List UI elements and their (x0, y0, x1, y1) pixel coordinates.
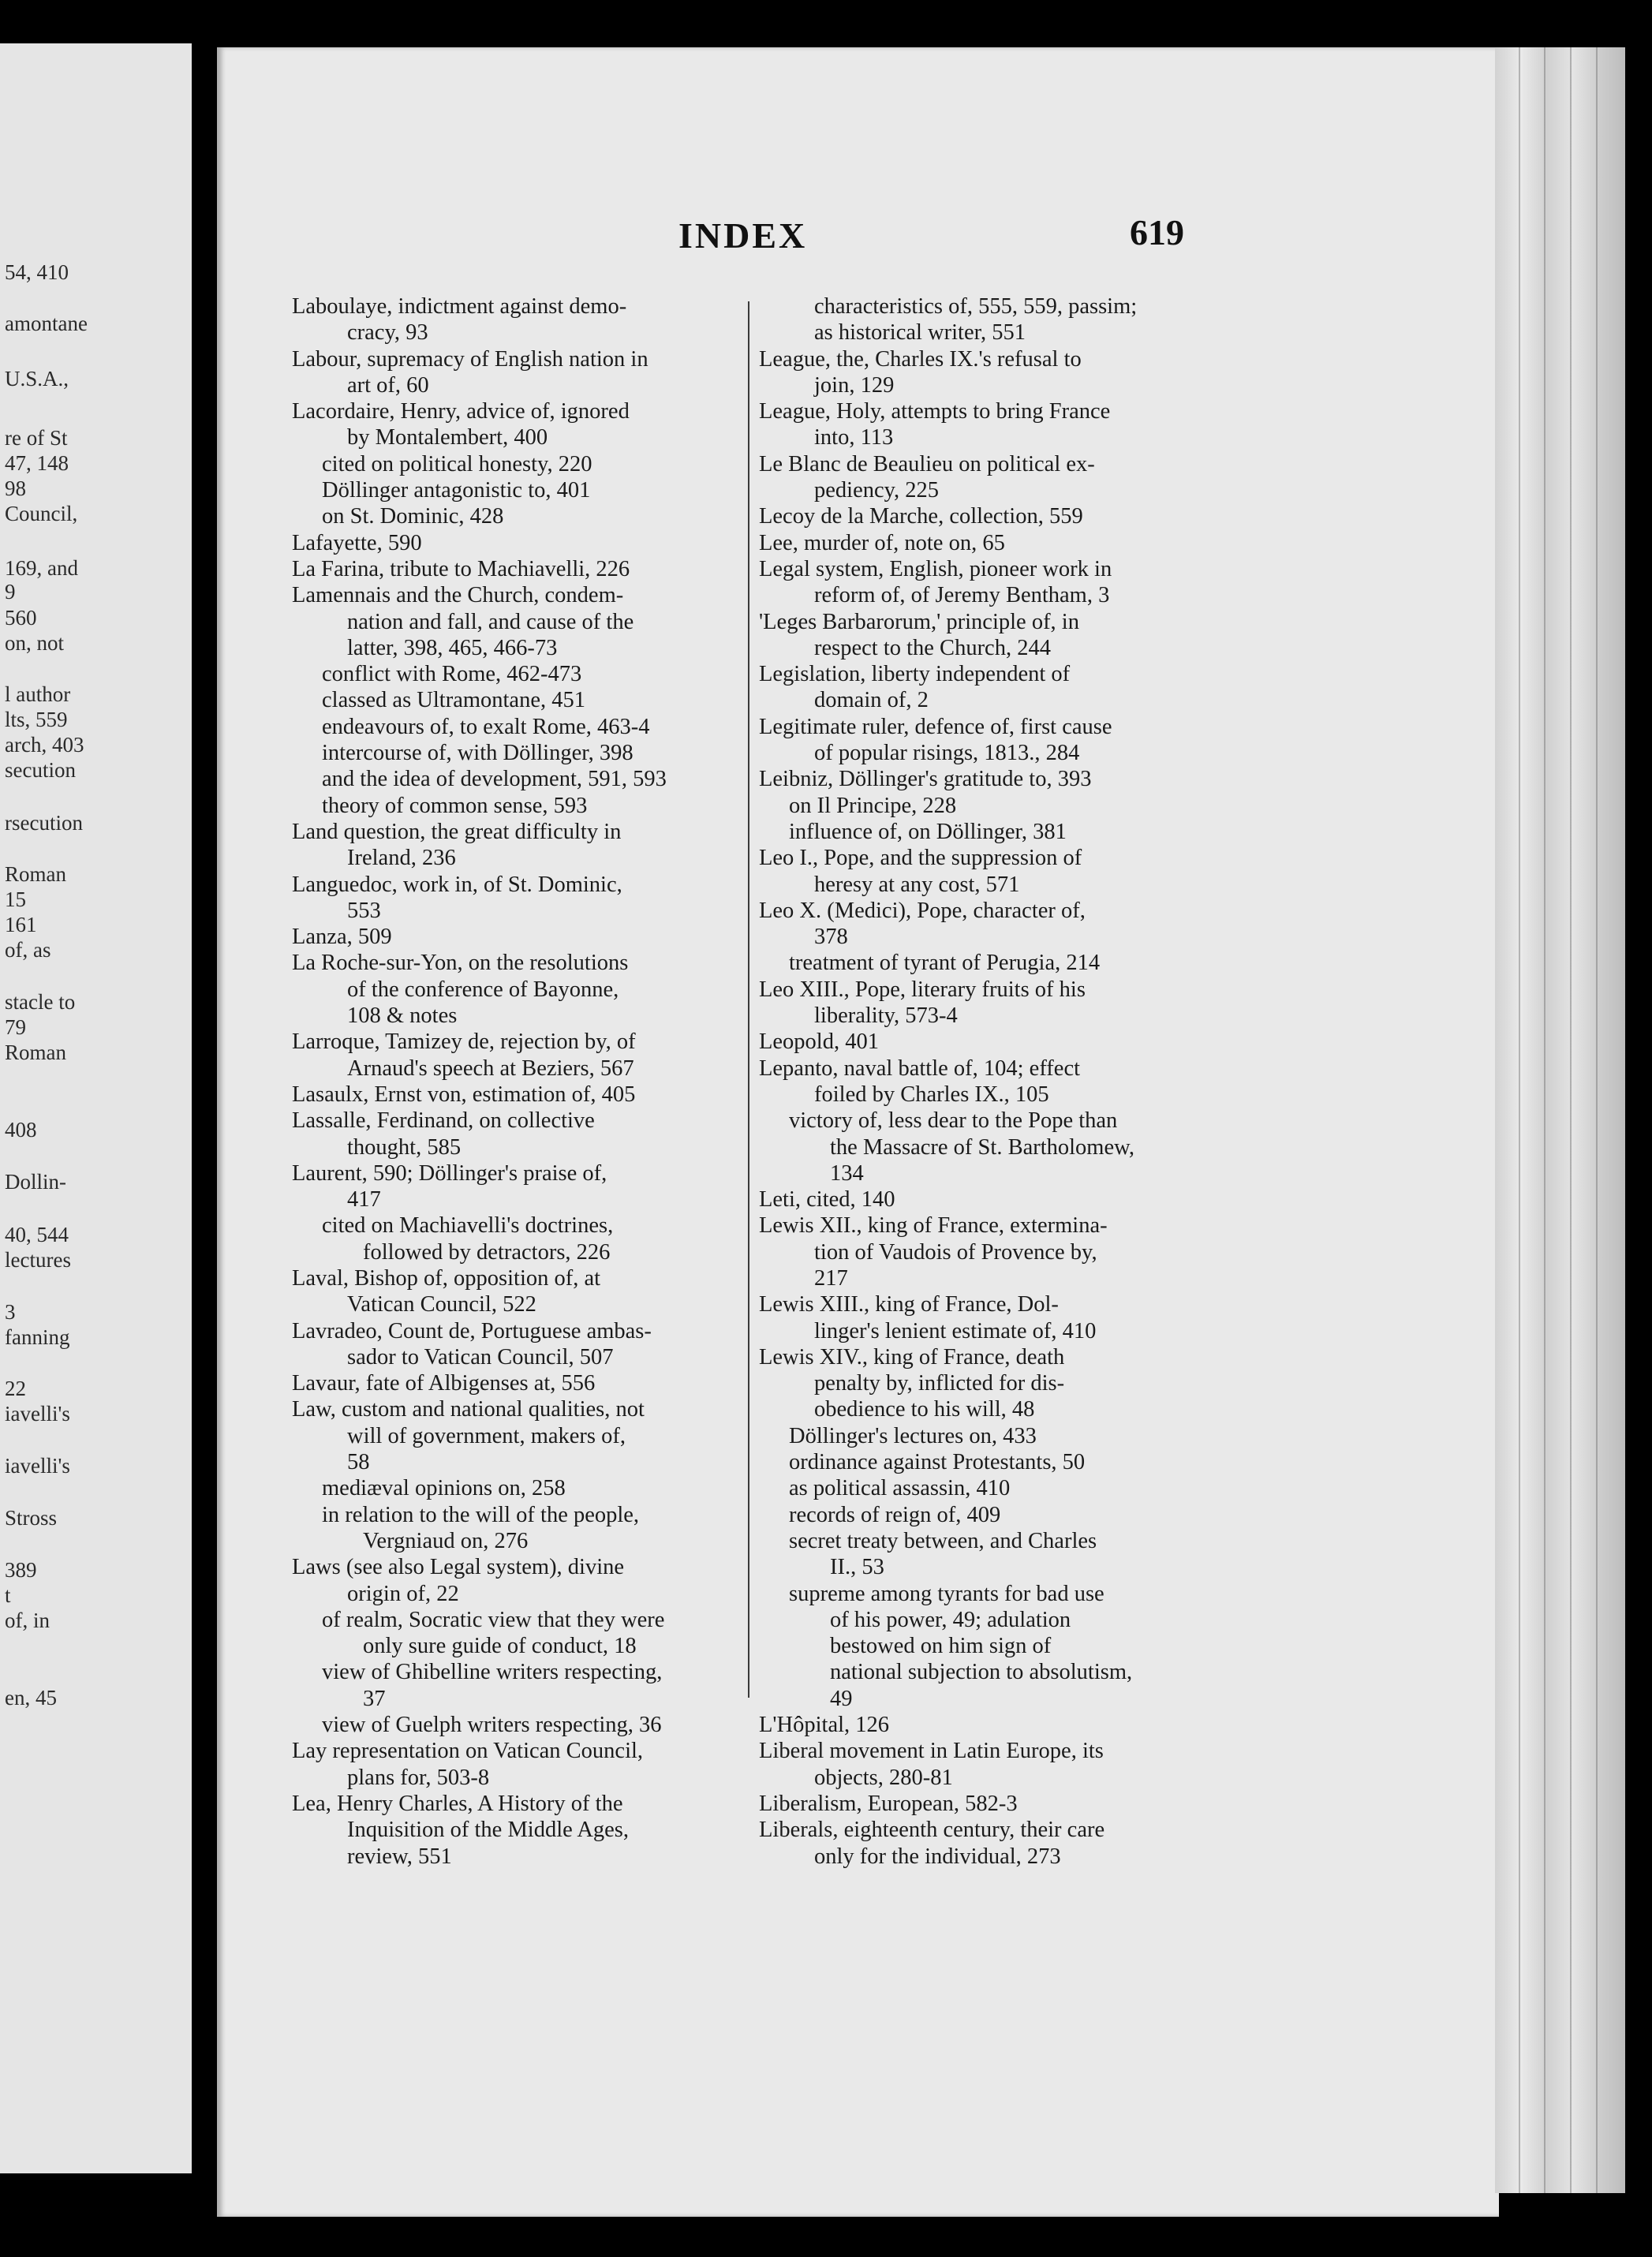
facing-page-text: 15 (5, 887, 26, 911)
index-subentry: bestowed on him sign of (830, 1634, 1052, 1659)
facing-page-text: 3 (5, 1300, 16, 1324)
index-subentry: 49 (830, 1686, 853, 1711)
facing-page-text: Roman (5, 1041, 66, 1064)
index-subentry: Vergniaud on, 276 (363, 1528, 529, 1553)
facing-page-text: 22 (5, 1377, 26, 1400)
index-subentry: cracy, 93 (347, 320, 428, 346)
index-entry: Lavaur, fate of Albigenses at, 556 (292, 1371, 596, 1396)
index-subentry: II., 53 (830, 1555, 884, 1580)
facing-page-text: U.S.A., (5, 367, 69, 390)
facing-page-text: 560 (5, 606, 37, 630)
page-edge (1495, 47, 1625, 2193)
column-rule (748, 301, 749, 1698)
index-entry: League, Holy, attempts to bring France (759, 399, 1111, 424)
index-subentry: on St. Dominic, 428 (322, 504, 504, 529)
index-subentry: only sure guide of conduct, 18 (363, 1634, 637, 1659)
index-entry: Lafayette, 590 (292, 530, 422, 555)
index-subentry: 553 (347, 898, 381, 923)
index-entry: 'Leges Barbarorum,' principle of, in (759, 609, 1079, 634)
facing-page-text: rsecution (5, 811, 83, 835)
index-entry: Leo I., Pope, and the suppression of (759, 846, 1082, 871)
index-entry: Larroque, Tamizey de, rejection by, of (292, 1029, 636, 1055)
index-entry: Laval, Bishop of, opposition of, at (292, 1265, 601, 1291)
facing-page-text: of, as (5, 938, 51, 962)
index-subentry: Arnaud's speech at Beziers, 567 (347, 1056, 634, 1081)
index-entry: Legislation, liberty independent of (759, 662, 1071, 687)
index-subentry: of the conference of Bayonne, (347, 977, 619, 1002)
facing-page-text: fanning (5, 1325, 70, 1349)
index-subentry: by Montalembert, 400 (347, 425, 548, 450)
index-subentry: Ireland, 236 (347, 846, 456, 871)
index-subentry: conflict with Rome, 462-473 (322, 662, 582, 687)
facing-page-text: on, not (5, 631, 65, 655)
index-subentry: 134 (830, 1160, 864, 1186)
index-subentry: supreme among tyrants for bad use (789, 1581, 1104, 1606)
page-number: 619 (1130, 212, 1184, 252)
index-subentry: characteristics of, 555, 559, passim; (814, 294, 1138, 319)
facing-page-text: l author (5, 682, 71, 706)
index-entry: Le Blanc de Beaulieu on political ex- (759, 451, 1095, 476)
index-entry: Lee, murder of, note on, 65 (759, 530, 1005, 555)
facing-page-text: Roman (5, 862, 66, 886)
running-title: INDEX (678, 215, 808, 256)
facing-page-text: 98 (5, 476, 26, 500)
index-entry: Lasaulx, Ernst von, estimation of, 405 (292, 1082, 636, 1107)
index-entry: Law, custom and national qualities, not (292, 1397, 645, 1422)
index-subentry: and the idea of development, 591, 593 (322, 767, 667, 792)
index-entry: Laurent, 590; Döllinger's praise of, (292, 1160, 607, 1186)
index-subentry: Döllinger's lectures on, 433 (789, 1423, 1037, 1448)
index-subentry: thought, 585 (347, 1134, 462, 1160)
index-subentry: 58 (347, 1450, 370, 1475)
index-column-right (759, 293, 1205, 1870)
index-subentry: influence of, on Döllinger, 381 (789, 819, 1067, 844)
index-entry: Liberals, eighteenth century, their care (759, 1818, 1105, 1843)
index-subentry: obedience to his will, 48 (814, 1397, 1035, 1422)
index-entry: L'Hôpital, 126 (759, 1713, 890, 1738)
index-subentry: as political assassin, 410 (789, 1476, 1011, 1501)
index-subentry: nation and fall, and cause of the (347, 609, 634, 634)
facing-page-fragment (0, 43, 192, 2173)
index-subentry: treatment of tyrant of Perugia, 214 (789, 951, 1101, 976)
facing-page-text: Council, (5, 502, 78, 525)
index-entry: Land question, the great difficulty in (292, 819, 622, 844)
index-subentry: 378 (814, 925, 848, 950)
index-subentry: linger's lenient estimate of, 410 (814, 1318, 1097, 1343)
index-subentry: followed by detractors, 226 (363, 1239, 611, 1265)
index-entry: Leo XIII., Pope, literary fruits of his (759, 977, 1086, 1002)
index-subentry: will of government, makers of, (347, 1423, 626, 1448)
index-entry: Leibniz, Döllinger's gratitude to, 393 (759, 767, 1092, 792)
index-entry: Languedoc, work in, of St. Dominic, (292, 872, 622, 897)
index-subentry: plans for, 503-8 (347, 1765, 490, 1790)
index-entry: Lecoy de la Marche, collection, 559 (759, 504, 1083, 529)
index-subentry: domain of, 2 (814, 688, 929, 713)
index-subentry: Döllinger antagonistic to, 401 (322, 478, 591, 503)
facing-page-text: 169, and (5, 556, 78, 580)
facing-page-text: lectures (5, 1248, 71, 1272)
index-subentry: penalty by, inflicted for dis- (814, 1371, 1065, 1396)
index-subentry: the Massacre of St. Bartholomew, (830, 1134, 1134, 1160)
index-subentry: victory of, less dear to the Pope than (789, 1108, 1118, 1134)
index-subentry: 217 (814, 1265, 848, 1291)
facing-page-text: iavelli's (5, 1402, 70, 1426)
index-subentry: secret treaty between, and Charles (789, 1528, 1097, 1553)
index-entry: Lacordaire, Henry, advice of, ignored (292, 399, 630, 424)
index-entry: Laws (see also Legal system), divine (292, 1555, 625, 1580)
edge-line (1519, 47, 1520, 2193)
facing-page-text: 161 (5, 913, 37, 936)
facing-page-text: 9 (5, 580, 16, 603)
facing-page-text: 54, 410 (5, 260, 69, 284)
facing-page-text: re of St (5, 426, 68, 450)
index-subentry: view of Ghibelline writers respecting, (322, 1660, 663, 1685)
facing-page-text: 408 (5, 1118, 37, 1142)
index-entry: Lea, Henry Charles, A History of the (292, 1791, 623, 1816)
index-subentry: view of Guelph writers respecting, 36 (322, 1713, 662, 1738)
facing-page-text: of, in (5, 1609, 50, 1632)
index-entry: Liberalism, European, 582-3 (759, 1791, 1018, 1816)
index-subentry: of his power, 49; adulation (830, 1607, 1071, 1632)
index-subentry: only for the individual, 273 (814, 1844, 1061, 1869)
facing-page-text: 40, 544 (5, 1223, 69, 1246)
index-entry: Labour, supremacy of English nation in (292, 346, 648, 372)
index-entry: Leo X. (Medici), Pope, character of, (759, 898, 1086, 923)
index-entry: Laboulaye, indictment against demo- (292, 294, 627, 319)
facing-page-text: 47, 148 (5, 451, 69, 475)
index-subentry: liberality, 573-4 (814, 1003, 958, 1029)
facing-page-text: arch, 403 (5, 733, 84, 757)
index-entry: Leopold, 401 (759, 1029, 879, 1055)
facing-page-text: 389 (5, 1558, 37, 1582)
index-entry: Lay representation on Vatican Council, (292, 1739, 644, 1764)
index-subentry: of popular risings, 1813., 284 (814, 741, 1080, 766)
index-subentry: as historical writer, 551 (814, 320, 1026, 346)
index-entry: Lassalle, Ferdinand, on collective (292, 1108, 595, 1134)
index-subentry: latter, 398, 465, 466-73 (347, 635, 558, 660)
index-subentry: cited on political honesty, 220 (322, 451, 592, 476)
index-subentry: pediency, 225 (814, 478, 940, 503)
facing-page-text: secution (5, 758, 76, 782)
edge-line (1544, 47, 1545, 2193)
index-subentry: ordinance against Protestants, 50 (789, 1450, 1086, 1475)
index-entry: Lavradeo, Count de, Portuguese ambas- (292, 1318, 652, 1343)
index-entry: Lewis XIII., king of France, Dol- (759, 1292, 1059, 1317)
facing-page-text: Stross (5, 1506, 58, 1530)
index-subentry: foiled by Charles IX., 105 (814, 1082, 1049, 1107)
index-subentry: respect to the Church, 244 (814, 635, 1051, 660)
index-entry: Lewis XII., king of France, extermina- (759, 1213, 1108, 1239)
index-subentry: endeavours of, to exalt Rome, 463-4 (322, 714, 650, 739)
index-subentry: 108 & notes (347, 1003, 458, 1029)
index-subentry: theory of common sense, 593 (322, 793, 588, 818)
index-subentry: records of reign of, 409 (789, 1502, 1001, 1527)
index-entry: Lewis XIV., king of France, death (759, 1344, 1065, 1370)
index-subentry: objects, 280-81 (814, 1765, 953, 1790)
facing-page-text: 79 (5, 1015, 26, 1039)
index-subentry: national subjection to absolutism, (830, 1660, 1133, 1685)
index-subentry: tion of Vaudois of Provence by, (814, 1239, 1097, 1265)
index-subentry: in relation to the will of the people, (322, 1502, 640, 1527)
index-subentry: classed as Ultramontane, 451 (322, 688, 585, 713)
index-subentry: origin of, 22 (347, 1581, 459, 1606)
index-entry: Lepanto, naval battle of, 104; effect (759, 1056, 1081, 1081)
index-subentry: into, 113 (814, 425, 894, 450)
facing-page-text: amontane (5, 312, 88, 335)
index-entry: Legitimate ruler, defence of, first cause (759, 714, 1112, 739)
edge-line (1570, 47, 1572, 2193)
facing-page-text: en, 45 (5, 1686, 57, 1710)
index-subentry: intercourse of, with Döllinger, 398 (322, 741, 634, 766)
index-entry: Legal system, English, pioneer work in (759, 556, 1112, 581)
index-entry: League, the, Charles IX.'s refusal to (759, 346, 1082, 372)
index-entry: Lamennais and the Church, condem- (292, 583, 624, 608)
index-subentry: on Il Principe, 228 (789, 793, 957, 818)
index-entry: La Farina, tribute to Machiavelli, 226 (292, 556, 630, 581)
index-subentry: art of, 60 (347, 372, 429, 398)
index-subentry: 417 (347, 1187, 381, 1213)
index-entry: La Roche-sur-Yon, on the resolutions (292, 951, 629, 976)
facing-page-text: stacle to (5, 990, 76, 1014)
facing-page-text: t (5, 1583, 11, 1607)
index-subentry: 37 (363, 1686, 386, 1711)
index-subentry: reform of, of Jeremy Bentham, 3 (814, 583, 1110, 608)
index-subentry: of realm, Socratic view that they were (322, 1607, 665, 1632)
index-subentry: sador to Vatican Council, 507 (347, 1344, 614, 1370)
index-entry: Leti, cited, 140 (759, 1187, 895, 1213)
edge-line (1596, 47, 1598, 2193)
index-subentry: Vatican Council, 522 (347, 1292, 536, 1317)
index-entry: Liberal movement in Latin Europe, its (759, 1739, 1104, 1764)
index-entry: Lanza, 509 (292, 925, 392, 950)
index-subentry: Inquisition of the Middle Ages, (347, 1818, 630, 1843)
index-subentry: review, 551 (347, 1844, 452, 1869)
index-subentry: join, 129 (814, 372, 895, 398)
facing-page-text: iavelli's (5, 1454, 70, 1478)
index-subentry: cited on Machiavelli's doctrines, (322, 1213, 614, 1239)
index-subentry: heresy at any cost, 571 (814, 872, 1020, 897)
index-column-left (292, 293, 742, 1870)
index-subentry: mediæval opinions on, 258 (322, 1476, 566, 1501)
facing-page-text: Dollin- (5, 1170, 66, 1194)
facing-page-text: lts, 559 (5, 708, 68, 731)
